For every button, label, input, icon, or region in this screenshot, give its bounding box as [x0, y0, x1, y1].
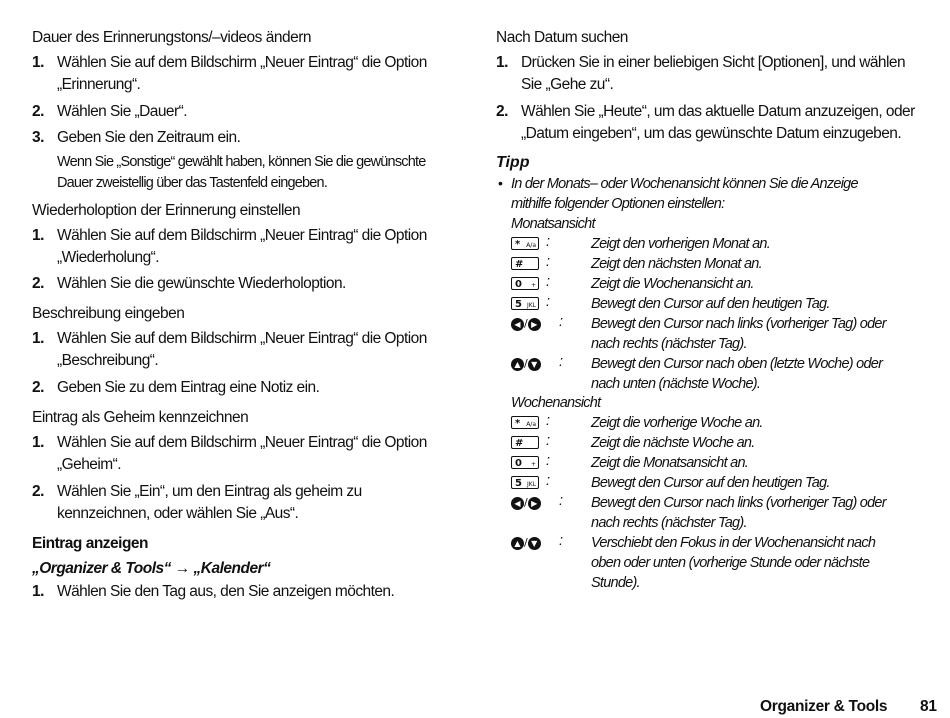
week-view-label: Wochenansicht [511, 395, 601, 411]
step-text: „Wiederholung“. [57, 249, 160, 266]
section-title-reminder-duration: Dauer des Erinnerungstons/–videos ändern [32, 29, 311, 46]
step-text: „Erinnerung“. [57, 76, 141, 93]
step-text: Sie „Gehe zu“. [521, 76, 614, 93]
tip-text: In der Monats– oder Wochenansicht können Sie die Anzeige [511, 176, 858, 192]
key-description: oben oder unten (vorherige Stunde oder nächste [591, 555, 870, 571]
section-title-view-entry: Eintrag anzeigen [32, 535, 149, 552]
footer-section-name: Organizer & Tools [760, 698, 888, 715]
step-number: 2. [496, 103, 508, 120]
key-description: Verschiebt den Fokus in der Wochenansicht nach [591, 535, 876, 551]
step-text: Geben Sie zu dem Eintrag eine Notiz ein. [57, 379, 320, 396]
left-right-nav-icon: ◀ / ▶ [511, 317, 541, 331]
key-separator: : [559, 533, 564, 549]
key-description: Bewegt den Cursor auf den heutigen Tag. [591, 475, 830, 491]
key-description: Zeigt den nächsten Monat an. [591, 256, 762, 272]
key-description: Zeigt die nächste Woche an. [591, 435, 755, 451]
key-separator: : [546, 254, 551, 270]
key-description: Zeigt die vorherige Woche an. [591, 415, 763, 431]
step-number: 2. [32, 483, 44, 500]
key-separator: : [546, 294, 551, 310]
hash-key-icon: # [511, 257, 539, 270]
key-separator: : [559, 493, 564, 509]
step-text: Wählen Sie auf dem Bildschirm „Neuer Eintrag“ die Option [57, 54, 427, 71]
key-separator: : [546, 413, 551, 429]
section-title-secret: Eintrag als Geheim kennzeichnen [32, 409, 249, 426]
note-text: Dauer zweistellig über das Tastenfeld eingeben. [57, 175, 328, 191]
key-description: Bewegt den Cursor auf den heutigen Tag. [591, 296, 830, 312]
up-down-nav-icon: ▲ / ▼ [511, 357, 541, 371]
section-title-search-date: Nach Datum suchen [496, 29, 628, 46]
step-text: Wählen Sie auf dem Bildschirm „Neuer Eintrag“ die Option [57, 330, 427, 347]
key-separator: : [559, 314, 564, 330]
key-separator: : [546, 453, 551, 469]
step-text: „Beschreibung“. [57, 352, 159, 369]
key-description: nach unten (nächste Woche). [591, 376, 761, 392]
key-description: Zeigt den vorherigen Monat an. [591, 236, 771, 252]
star-key-icon: * A/a [511, 237, 539, 250]
step-text: Wählen Sie „Dauer“. [57, 103, 187, 120]
step-number: 2. [32, 103, 44, 120]
step-text: Drücken Sie in einer beliebigen Sicht [Optionen], und wählen [521, 54, 906, 71]
step-number: 1. [32, 434, 44, 451]
key-description: Bewegt den Cursor nach links (vorheriger Tag) oder [591, 316, 886, 332]
note-text: Wenn Sie „Sonstige“ gewählt haben, können Sie die gewünschte [57, 154, 426, 170]
step-number: 1. [32, 583, 44, 600]
step-text: Wählen Sie „Ein“, um den Eintrag als geheim zu [57, 483, 362, 500]
key-separator: : [546, 234, 551, 250]
zero-key-icon: 0 + [511, 456, 539, 469]
key-description: nach rechts (nächster Tag). [591, 336, 747, 352]
step-text: Wählen Sie auf dem Bildschirm „Neuer Eintrag“ die Option [57, 227, 427, 244]
key-separator: : [559, 354, 564, 370]
month-view-label: Monatsansicht [511, 216, 595, 232]
star-key-icon: * A/a [511, 416, 539, 429]
hash-key-icon: # [511, 436, 539, 449]
key-description: nach rechts (nächster Tag). [591, 515, 747, 531]
step-number: 1. [496, 54, 508, 71]
key-separator: : [546, 433, 551, 449]
step-number: 1. [32, 330, 44, 347]
step-text: Wählen Sie „Heute“, um das aktuelle Datum anzuzeigen, oder [521, 103, 915, 120]
tip-title: Tipp [496, 154, 530, 171]
section-title-description: Beschreibung eingeben [32, 305, 185, 322]
step-text: „Geheim“. [57, 456, 121, 473]
step-number: 2. [32, 275, 44, 292]
step-number: 3. [32, 129, 44, 146]
step-text: Geben Sie den Zeitraum ein. [57, 129, 241, 146]
tip-text: mithilfe folgender Optionen einstellen: [511, 196, 725, 212]
five-key-icon: 5 JKL [511, 476, 539, 489]
key-description: Zeigt die Wochenansicht an. [591, 276, 754, 292]
up-down-nav-icon: ▲ / ▼ [511, 536, 541, 550]
step-number: 2. [32, 379, 44, 396]
section-title-repeat: Wiederholoption der Erinnerung einstellen [32, 202, 301, 219]
step-text: kennzeichnen, oder wählen Sie „Aus“. [57, 505, 299, 522]
zero-key-icon: 0 + [511, 277, 539, 290]
five-key-icon: 5 JKL [511, 297, 539, 310]
page-number: 81 [920, 698, 937, 715]
step-text: „Datum eingeben“, um das gewünschte Datum einzugeben. [521, 125, 902, 142]
step-text: Wählen Sie den Tag aus, den Sie anzeigen möchten. [57, 583, 395, 600]
key-description: Bewegt den Cursor nach links (vorheriger Tag) oder [591, 495, 886, 511]
step-text: Wählen Sie auf dem Bildschirm „Neuer Eintrag“ die Option [57, 434, 427, 451]
key-description: Bewegt den Cursor nach oben (letzte Woche) oder [591, 356, 883, 372]
step-text: Wählen Sie die gewünschte Wiederholoption. [57, 275, 346, 292]
left-right-nav-icon: ◀ / ▶ [511, 496, 541, 510]
menu-path: „Organizer & Tools“ → „Kalender“ [32, 560, 271, 577]
key-description: Zeigt die Monatsansicht an. [591, 455, 749, 471]
step-number: 1. [32, 54, 44, 71]
key-description: Stunde). [591, 575, 640, 591]
key-separator: : [546, 473, 551, 489]
key-separator: : [546, 274, 551, 290]
step-number: 1. [32, 227, 44, 244]
bullet: • [498, 175, 503, 191]
